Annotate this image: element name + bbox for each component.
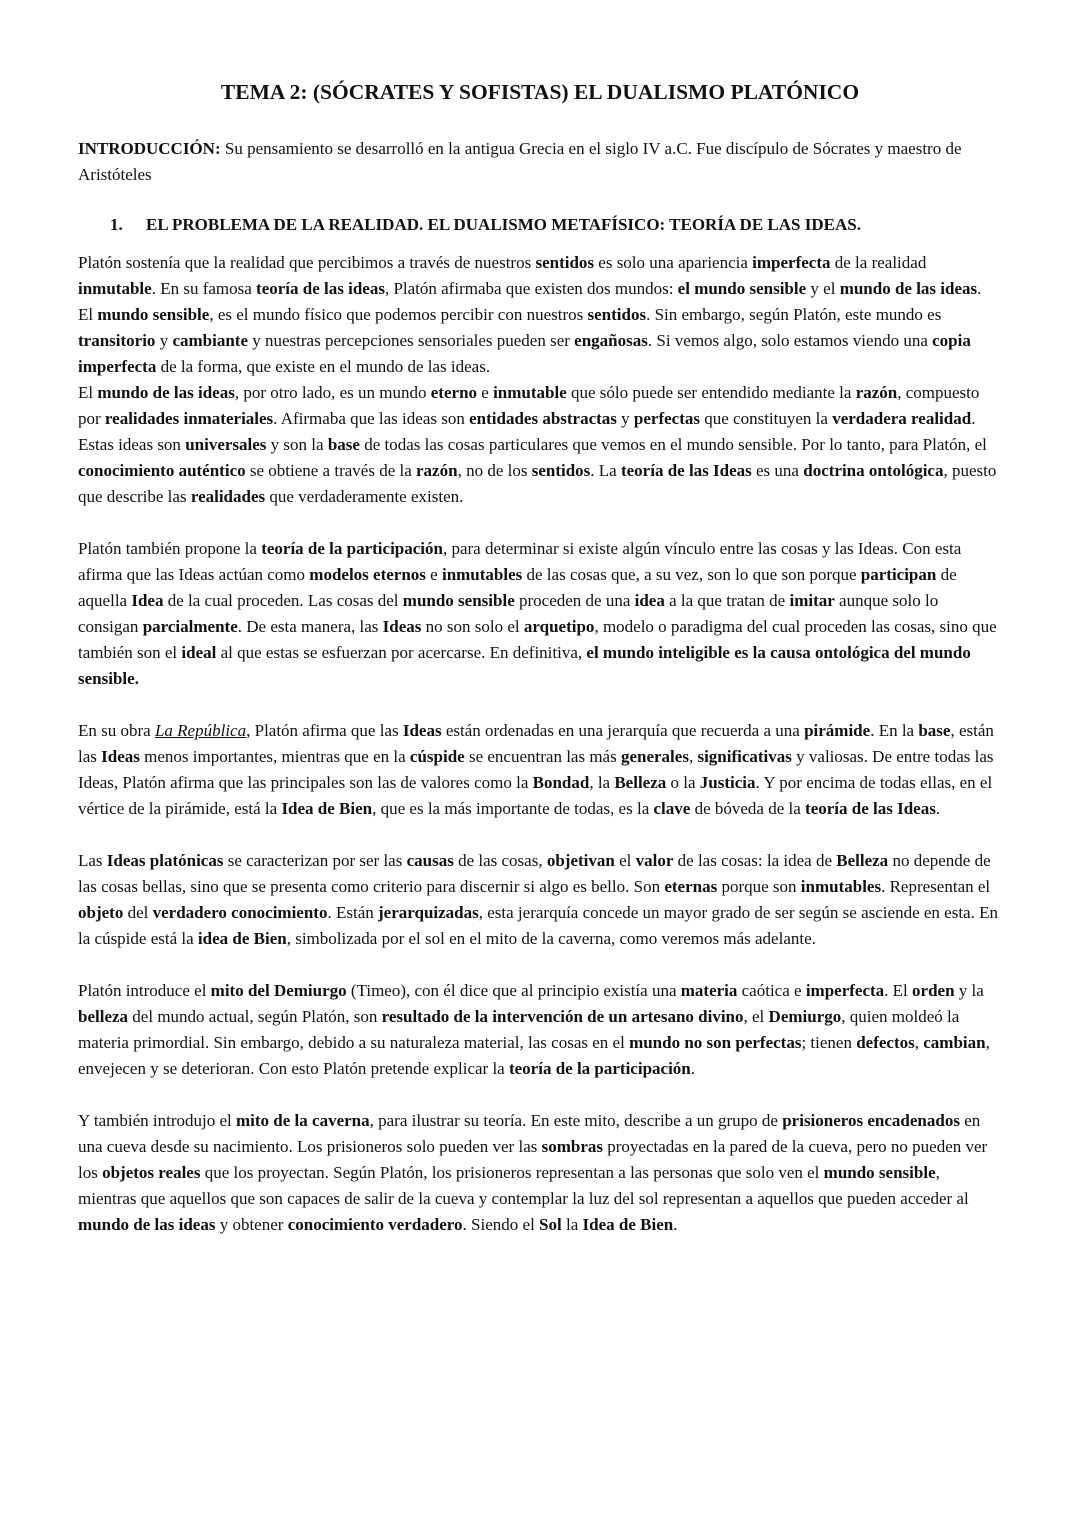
text-run: se encuentran las más [464, 747, 621, 766]
text-run: y [155, 331, 173, 350]
work-title-link[interactable]: La República [154, 721, 247, 740]
bold-term: objetivan [546, 851, 615, 870]
bold-term: mito de la caverna [236, 1111, 370, 1130]
text-run: que sólo puede ser entendido mediante la [566, 383, 856, 402]
bold-term: significativas [697, 747, 792, 766]
text-run: , por otro lado, es un mundo [234, 383, 431, 402]
bold-term: el mundo inteligible es la causa ontológica del mundo sensible. [78, 643, 971, 688]
text-run: . [673, 1215, 678, 1234]
text-run: , esta jerarquía concede un mayor grado de ser según se asciende en esta. En la cúspide está la [78, 903, 998, 948]
bold-term: base [918, 721, 951, 740]
bold-term: arquetipo [523, 617, 595, 636]
bold-term: idea [634, 591, 665, 610]
text-run: . [935, 799, 941, 818]
text-run: , compuesto por [78, 383, 980, 428]
text-run: (Timeo), con él dice que al principio existía una [346, 981, 681, 1000]
bold-term: jerarquizadas [378, 903, 479, 922]
bold-term: conocimiento verdadero [287, 1215, 463, 1234]
text-run: , modelo o paradigma del cual proceden las cosas, sino que también son el [78, 617, 997, 662]
text-run: que verdaderamente existen. [265, 487, 464, 506]
bold-term: modelos eternos [309, 565, 426, 584]
text-run: , quien moldeó la materia primordial. Sin embargo, debido a su naturaleza material, las cosas en el [78, 1007, 960, 1052]
text-run: proyectadas en la pared de la cueva, pero no pueden ver los [78, 1137, 988, 1182]
bold-term: idea de Bien [197, 929, 287, 948]
bold-term: base [327, 435, 360, 454]
text-run: y la [954, 981, 984, 1000]
bold-term: Idea de Bien [281, 799, 373, 818]
bold-term: prisioneros encadenados [782, 1111, 960, 1130]
text-run: . [977, 279, 982, 298]
bold-term: razón [416, 461, 458, 480]
text-run: de la cual proceden. Las cosas del [163, 591, 403, 610]
section-heading [78, 212, 1002, 238]
bold-term: el mundo sensible [677, 279, 807, 298]
bold-term: imitar [789, 591, 835, 610]
bold-term: mundo no son perfectas [629, 1033, 802, 1052]
bold-term: inmutables [800, 877, 882, 896]
text-run: , que es la más importante de todas, es la [372, 799, 654, 818]
text-run: a la que tratan de [664, 591, 790, 610]
bold-term: teoría de las Ideas [805, 799, 936, 818]
bold-term: universales [185, 435, 267, 454]
body-paragraph [78, 302, 1002, 380]
text-run: , para determinar si existe algún vínculo entre las cosas y las Ideas. Con esta afirma que las Ideas actúan como [78, 539, 962, 584]
bold-term: valor [635, 851, 674, 870]
bold-term: entidades abstractas [469, 409, 617, 428]
text-run: El [78, 383, 98, 402]
text-run: . El [884, 981, 913, 1000]
text-run: no depende de las cosas bellas, sino que se presenta como criterio para discernir si algo es bello. Son [78, 851, 991, 896]
text-run: . Y por encima de todas ellas, en el vértice de la pirámide, está la [78, 773, 993, 818]
bold-term: mundo de las ideas [78, 1215, 216, 1234]
bold-term: clave [653, 799, 691, 818]
intro-paragraph [78, 136, 1002, 188]
bold-term: Idea de Bien [582, 1215, 674, 1234]
body-paragraph [78, 718, 1002, 822]
text-run: proceden de una [514, 591, 635, 610]
text-run: están ordenadas en una jerarquía que recuerda a una [441, 721, 805, 740]
text-run: aunque solo lo consigan [78, 591, 939, 636]
text-run: Las [78, 851, 107, 870]
bold-term: inmutable [78, 279, 152, 298]
bold-term: realidades [190, 487, 266, 506]
section-number: 1. [110, 215, 123, 234]
bold-term: Ideas [402, 721, 442, 740]
text-run: y el [806, 279, 840, 298]
bold-term: defectos [856, 1033, 915, 1052]
bold-term: realidades inmateriales [104, 409, 274, 428]
text-run: . La [590, 461, 621, 480]
body-paragraph [78, 978, 1002, 1082]
text-run: . Estas ideas son [78, 409, 976, 454]
bold-term: Bondad [532, 773, 590, 792]
bold-term: sombras [541, 1137, 604, 1156]
bold-term: engañosas [574, 331, 648, 350]
text-run: al que estas se esfuerzan por acercarse. En definitiva, [216, 643, 587, 662]
bold-term: ideal [181, 643, 217, 662]
bold-term: Demiurgo [768, 1007, 842, 1026]
text-run: . Si vemos algo, solo estamos viendo una [647, 331, 933, 350]
bold-term: Sol [539, 1215, 562, 1234]
text-run: , envejecen y se deterioran. Con esto Platón pretende explicar la [78, 1033, 990, 1078]
text-run: y son la [266, 435, 328, 454]
bold-term: Idea [131, 591, 164, 610]
bold-term: cambian [923, 1033, 986, 1052]
text-run: e [425, 565, 442, 584]
bold-term: orden [912, 981, 955, 1000]
text-run: , no de los [457, 461, 532, 480]
text-run: en una cueva desde su nacimiento. Los prisioneros solo pueden ver las [78, 1111, 981, 1156]
text-run: de aquella [78, 565, 957, 610]
bold-term: materia [680, 981, 738, 1000]
text-run: . Están [327, 903, 378, 922]
text-run: , están las [78, 721, 994, 766]
text-run: Platón también propone la [78, 539, 262, 558]
bold-term: Ideas platónicas [106, 851, 224, 870]
text-run: de bóveda de la [690, 799, 806, 818]
bold-term: mundo sensible [823, 1163, 936, 1182]
text-run: no son solo el [421, 617, 524, 636]
text-run: , Platón afirmaba que existen dos mundos: [384, 279, 678, 298]
text-run: . Siendo el [462, 1215, 540, 1234]
bold-term: objeto [78, 903, 124, 922]
text-run: y valiosas. De entre todas las Ideas, Platón afirma que las principales son las de valores como la [78, 747, 994, 792]
bold-term: generales [620, 747, 689, 766]
text-run: es solo una apariencia [594, 253, 753, 272]
text-run: e [477, 383, 494, 402]
text-run: de la forma, que existe en el mundo de las ideas. [156, 357, 491, 376]
intro-label: INTRODUCCIÓN: [78, 139, 221, 158]
bold-term: imperfecta [805, 981, 885, 1000]
text-run: porque son [717, 877, 801, 896]
bold-term: verdadero conocimiento [152, 903, 328, 922]
bold-term: pirámide [804, 721, 871, 740]
body-paragraph [78, 536, 1002, 692]
text-run: de las cosas: la idea de [673, 851, 837, 870]
bold-term: parcialmente [142, 617, 238, 636]
text-run: , el [743, 1007, 769, 1026]
section-title: EL PROBLEMA DE LA REALIDAD. EL DUALISMO METAFÍSICO: TEORÍA DE LAS IDEAS. [146, 215, 861, 234]
bold-term: causas [406, 851, 454, 870]
text-run: de todas las cosas particulares que vemos en el mundo sensible. Por lo tanto, para Platón, el [359, 435, 987, 454]
text-run: es una [751, 461, 804, 480]
bold-term: teoría de la participación [508, 1059, 691, 1078]
text-run: del mundo actual, según Platón, son [128, 1007, 382, 1026]
text-run: , puesto que describe las [78, 461, 997, 506]
document-content [78, 78, 1002, 1238]
text-run: Y también introdujo el [78, 1111, 237, 1130]
document-title: TEMA 2: (SÓCRATES Y SOFISTAS) EL DUALISMO PLATÓNICO [220, 80, 860, 104]
bold-term: imperfecta [752, 253, 831, 272]
bold-term: cambiante [172, 331, 248, 350]
text-run: se caracterizan por ser las [223, 851, 407, 870]
text-run: y [616, 409, 634, 428]
text-run: . De esta manera, las [237, 617, 383, 636]
text-run: , la [589, 773, 615, 792]
body-paragraph [78, 380, 1002, 510]
text-run: En su obra [78, 721, 155, 740]
text-run: ; tienen [801, 1033, 857, 1052]
text-run: de la realidad [830, 253, 927, 272]
text-run: . En su famosa [151, 279, 257, 298]
intro-text: Su pensamiento se desarrolló en la antigua Grecia en el siglo IV a.C. Fue discípulo de Sócrates y maestro de Aristóteles [78, 139, 962, 184]
text-run: y nuestras percepciones sensoriales pueden ser [247, 331, 575, 350]
body-paragraphs [78, 250, 1002, 1238]
bold-term: Belleza [836, 851, 889, 870]
text-run: se obtiene a través de la [245, 461, 417, 480]
text-run: Platón sostenía que la realidad que percibimos a través de nuestros [78, 253, 536, 272]
bold-term: verdadera realidad [832, 409, 972, 428]
bold-term: sentidos [531, 461, 591, 480]
bold-term: mundo sensible [402, 591, 515, 610]
text-run: que constituyen la [700, 409, 833, 428]
text-run: menos importantes, mientras que en la [139, 747, 410, 766]
bold-term: teoría de las ideas [256, 279, 385, 298]
text-run: . [690, 1059, 695, 1078]
text-run: de las cosas que, a su vez, son lo que son porque [522, 565, 861, 584]
text-run: , mientras que aquellos que son capaces de salir de la cueva y contemplar la luz del sol representan a aquellos que pueden acceder al [78, 1163, 969, 1208]
bold-term: mundo de las ideas [97, 383, 235, 402]
text-run: , para ilustrar su teoría. En este mito, describe a un grupo de [369, 1111, 783, 1130]
text-run: que los proyectan. Según Platón, los prisioneros representan a las personas que solo ven el [200, 1163, 824, 1182]
bold-term: cúspide [409, 747, 465, 766]
bold-term: Justicia [699, 773, 756, 792]
text-run: Platón introduce el [78, 981, 211, 1000]
body-paragraph [78, 250, 1002, 302]
bold-term: Ideas [101, 747, 140, 766]
body-paragraph [78, 1108, 1002, 1238]
text-run: . Sin embargo, según Platón, este mundo es [646, 305, 942, 324]
bold-term: objetos reales [102, 1163, 201, 1182]
bold-term: razón [855, 383, 898, 402]
bold-term: doctrina ontológica [803, 461, 944, 480]
bold-term: mito del Demiurgo [210, 981, 347, 1000]
text-run: , es el mundo físico que podemos percibir con nuestros [209, 305, 588, 324]
bold-term: mundo sensible [97, 305, 210, 324]
bold-term: inmutable [493, 383, 567, 402]
text-run: de las cosas, [453, 851, 547, 870]
bold-term: teoría de la participación [261, 539, 443, 558]
bold-term: inmutables [441, 565, 523, 584]
bold-term: sentidos [535, 253, 595, 272]
text-run: , [914, 1033, 924, 1052]
text-run: caótica e [737, 981, 806, 1000]
bold-term: resultado de la intervención de un artesano divino [381, 1007, 744, 1026]
bold-term: Belleza [614, 773, 667, 792]
bold-term: Ideas [382, 617, 422, 636]
text-run: la [561, 1215, 583, 1234]
body-paragraph [78, 848, 1002, 952]
bold-term: perfectas [633, 409, 700, 428]
bold-term: participan [860, 565, 937, 584]
bold-term: transitorio [78, 331, 156, 350]
text-run: el [614, 851, 636, 870]
text-run: . Afirmaba que las ideas son [273, 409, 470, 428]
bold-term: conocimiento auténtico [78, 461, 246, 480]
text-run: , Platón afirma que las [246, 721, 403, 740]
bold-term: eternas [664, 877, 718, 896]
bold-term: teoría de las Ideas [620, 461, 752, 480]
text-run: , simbolizada por el sol en el mito de la caverna, como veremos más adelante. [286, 929, 816, 948]
text-run: y obtener [215, 1215, 288, 1234]
bold-term: belleza [78, 1007, 129, 1026]
text-run: . Representan el [881, 877, 991, 896]
text-run: . En la [870, 721, 919, 740]
text-run: o la [666, 773, 700, 792]
bold-term: mundo de las ideas [839, 279, 978, 298]
bold-term: copia imperfecta [78, 331, 971, 376]
bold-term: eterno [430, 383, 478, 402]
text-run: del [123, 903, 153, 922]
text-run: El [78, 305, 98, 324]
text-run: , [688, 747, 698, 766]
bold-term: sentidos [587, 305, 647, 324]
